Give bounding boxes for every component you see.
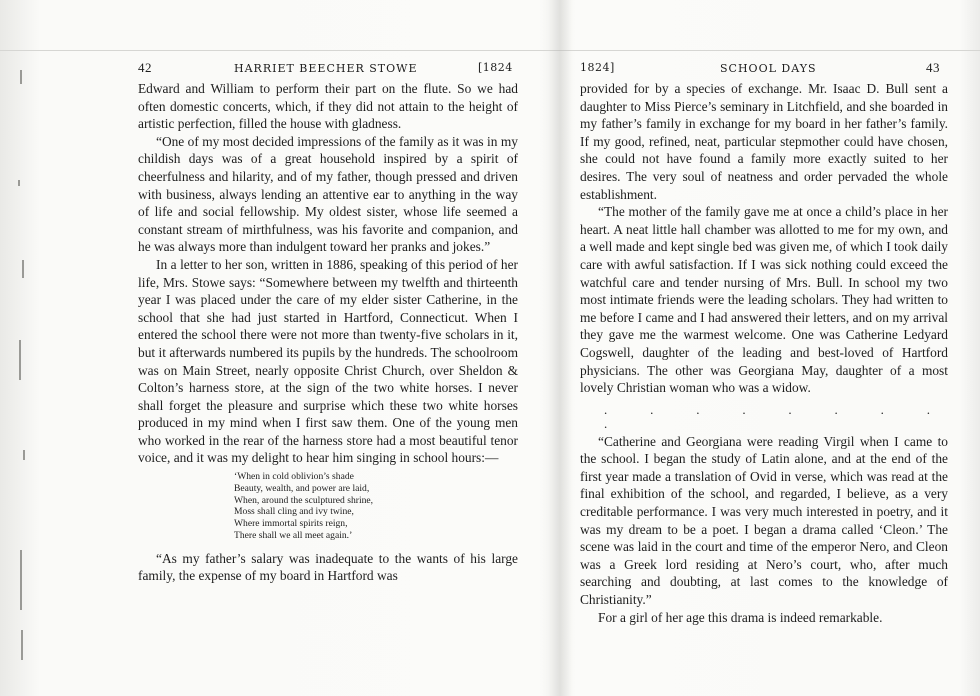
page-edge-rule	[0, 50, 980, 51]
paragraph: In a letter to her son, written in 1886, speaking of this period of her life, Mrs. Stowe says: “Somewhere between my twelfth and thirteenth year I was placed under the care of my elder sister Catherine, in the school that she had just started in Hartford, Connecticut. When I entered the school there were not more than twenty-five scholars in it, but it afterwards numbered its pupils by the hundreds. The schoolroom was on Main Street, nearly opposite Christ Church, over Sheldon & Colton’s harness store, at the sign of the two white horses. I never shall forget the pleasure and surprise which these two white horses produced in my mind when I first saw them. One of the young men who worked in the rear of the harness store had a most beautiful tenor voice, and it was my delight to hear him singing in school hours:—	[138, 256, 518, 466]
paragraph: provided for by a species of exchange. Mr. Isaac D. Bull sent a daughter to Miss Pierce’s seminary in Litchfield, and she boarded in my father’s family in exchange for my board in her father’s family. If my good, refined, neat, particular stepmother could have chosen, she could not have found a family more exactly suited to her desires. The very soul of neatness and order pervaded the whole establishment.	[580, 81, 948, 202]
poem-line: Where immortal spirits reign,	[234, 518, 348, 530]
paragraph: “The mother of the family gave me at once a child’s place in her heart. A neat little hall chamber was allotted to me for my own, and a well made and kept single bed was given me, of which I took daily care with awful satisfaction. If I was sick nothing could exceed the watchful care and tender nursing of Mrs. Bull. In school my two most intimate friends were the leading scholars. They had written to me before I came and I had answered their letters, and on my arrival they gave me the warmest welcome. One was Catherine Ledyard Cogswell, daughter of the leading and best-loved of Hartford physicians. The other was Georgiana May, daughter of a most lovely Christian woman who was a widow.	[580, 204, 948, 396]
left-page-body	[138, 80, 518, 585]
ellipsis-break: . . . . . . . . .	[604, 401, 948, 431]
poem-line: Beauty, wealth, and power are laid,	[234, 482, 370, 494]
running-title: HARRIET BEECHER STOWE	[234, 62, 418, 75]
right-page-body	[580, 80, 948, 626]
page-number: 42	[138, 60, 152, 75]
running-year: [1824	[478, 61, 513, 74]
poem-line: Moss shall cling and ivy twine,	[234, 506, 354, 518]
right-page	[580, 60, 948, 626]
left-page-header	[138, 60, 518, 80]
page-number: 43	[926, 60, 940, 75]
running-title: SCHOOL DAYS	[720, 62, 817, 75]
paragraph: “One of my most decided impressions of the family as it was in my childish days was of a great household inspired by a spirit of cheerfulness and hilarity, and of my father, though pressed and driven with business, always lending an attentive ear to anything in the way of life and social fellowship. My oldest sister, whose life seemed a constant stream of mirthfulness, was his favorite and companion, and he was always more than indulgent toward her pranks and jokes.”	[138, 133, 518, 255]
poem-quotation	[234, 471, 518, 542]
poem-line: When, around the sculptured shrine,	[234, 494, 374, 506]
paragraph: For a girl of her age this drama is indeed remarkable.	[598, 609, 883, 625]
left-page	[138, 60, 518, 585]
paragraph: “Catherine and Georgiana were reading Virgil when I came to the school. I began the study of Latin alone, and at the end of the first year made a translation of Ovid in verse, which was read at the final exhibition of the school, and regarded, I believe, as a very creditable performance. I was very much interested in poetry, and it was my dream to be a poet. I began a drama called ‘Cleon.’ The scene was laid in the court and time of the emperor Nero, and Cleon was a Greek lord residing at Nero’s court, who, after much searching and doubting, at last comes to the knowledge of Christianity.”	[580, 433, 948, 608]
poem-line: There shall we all meet again.’	[234, 530, 353, 542]
poem-line: ‘When in cold oblivion’s shade	[234, 471, 354, 483]
book-gutter	[548, 0, 572, 696]
margin-scan-marks	[14, 30, 44, 670]
running-year: 1824]	[580, 61, 615, 74]
right-page-header	[580, 60, 948, 80]
paragraph: “As my father’s salary was inadequate to the wants of his large family, the expense of my board in Hartford was	[138, 550, 518, 584]
paragraph: Edward and William to perform their part on the flute. So we had often domestic concerts, which, if they did not attain to the height of artistic perfection, filled the house with gladness.	[138, 81, 518, 132]
